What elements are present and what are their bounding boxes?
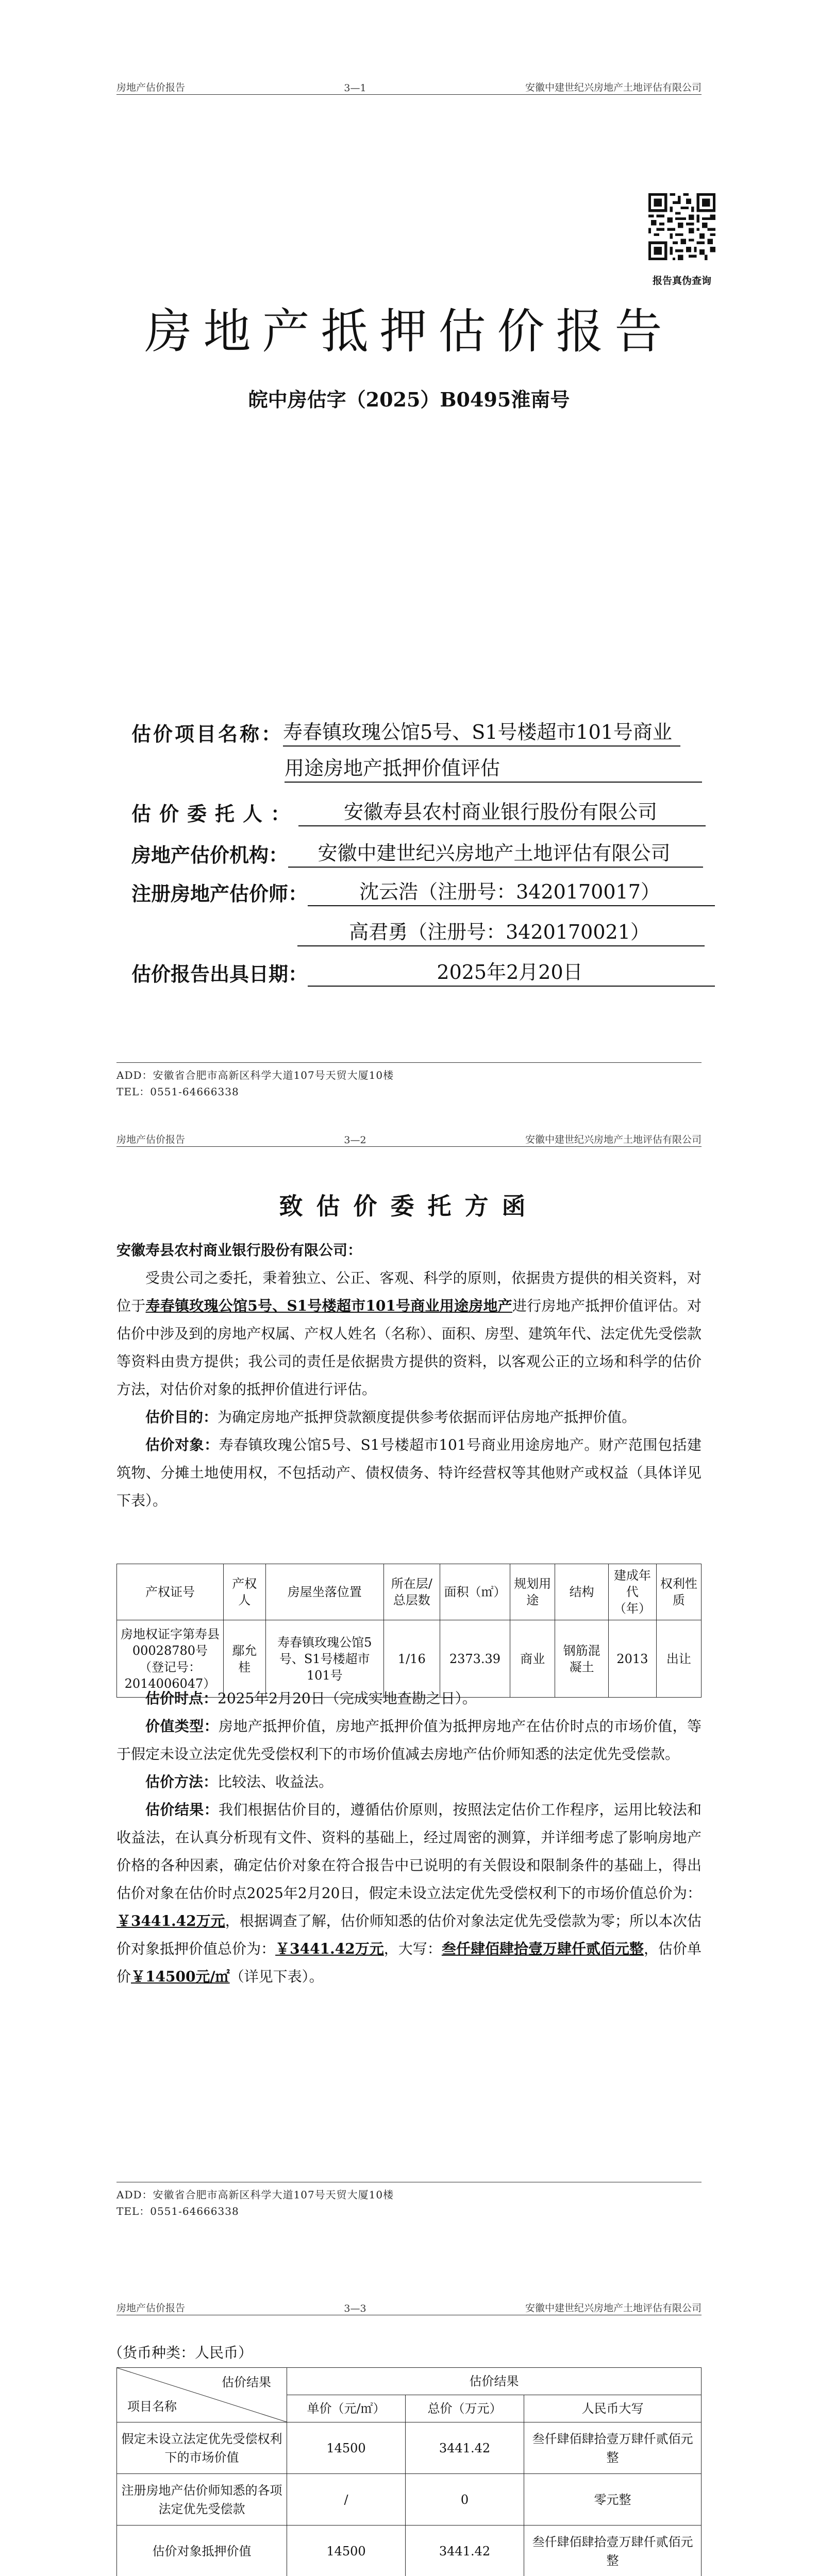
running-header (116, 2228, 702, 2331)
rights-table (116, 1564, 702, 1698)
cover-page (0, 0, 818, 1110)
summary-page (0, 2228, 818, 2576)
client-row (131, 796, 706, 826)
footer-tel: TEL：0551-64666338 (116, 2205, 239, 2217)
letter-page (0, 1110, 818, 2228)
intro-paragraph: 受贵公司之委托，秉着独立、公正、客观、科学的原则，依据贵方提供的相关资料，对位于寿春镇玫瑰公馆5号、S1号楼超市101号商业用途房地产进行房地产抵押价值评估。对估价中涉及到的房地产权属、产权人姓名（名称）、面积、房型、建筑年代、法定优先受偿款等资料由贵方提供；我公司的责任是依据贵方提供的资料，以客观公正的立场和科学的估价方法，对估价对象的抵押价值进行评估。 (116, 1269, 702, 1398)
header-page-number: 3—3 (344, 2303, 366, 2314)
footer (116, 1062, 702, 1100)
agency-label: 房地产估价机构： (131, 843, 289, 867)
footer (116, 2182, 702, 2219)
col-structure: 结构 (555, 1564, 609, 1620)
page-title: 房地产抵押估价报告 (144, 304, 674, 359)
col-floor: 所在层/总层数 (383, 1564, 440, 1620)
col-total-price: 总价（万元） (406, 2395, 524, 2422)
header-page-number: 3—2 (344, 1134, 366, 1146)
agency-row (131, 837, 703, 868)
qr-code-icon[interactable] (648, 193, 715, 260)
table-row: 注册房地产估价师知悉的各项法定优先受偿款 / 0 零元整 (117, 2474, 702, 2526)
agency-value: 安徽中建世纪兴房地产土地评估有限公司 (288, 837, 703, 868)
result-paragraph: 估价结果：我们根据估价目的，遵循估价原则，按照法定估价工作程序，运用比较法和收益法，在认真分析现有文件、资料的基础上，经过周密的测算，并详细考虑了影响房地产价格的各种因素，确定估价对象在符合报告中已说明的有关假设和限制条件的基础上，得出估价对象在估价时点2025年2月20日，假定未设立法定优先受偿权利下的市场价值总价为：￥3441.42万元，根据调查了解，估价师知悉的估价对象法定优先受偿款为零；所以本次估价对象抵押价值总价为：￥3441.42万元，大写：叁仟肆佰肆拾壹万肆仟贰佰元整，估价单价￥14500元/㎡（详见下表）。 (116, 1801, 702, 1985)
footer-tel: TEL：0551-64666338 (116, 1086, 239, 1098)
table-corner-cell (117, 2368, 287, 2422)
mortgage-value-words: 叁仟肆佰肆拾壹万肆仟贰佰元整 (441, 1940, 644, 1957)
header-left: 房地产估价报告 (116, 1134, 186, 1145)
table-row: 估价对象抵押价值 14500 3441.42 叁仟肆佰肆拾壹万肆仟贰佰元整 (117, 2526, 702, 2576)
col-usage: 规划用途 (510, 1564, 555, 1620)
running-header (116, 1110, 702, 1151)
purpose-paragraph: 估价目的：为确定房地产抵押贷款额度提供参考依据而评估房地产抵押价值。 (145, 1409, 637, 1426)
value-type-paragraph: 价值类型：房地产抵押价值，房地产抵押价值为抵押房地产在估价时点的市场价值，等于假定未设立法定优先受偿权利下的市场价值减去房地产估价师知悉的法定优先受偿款。 (116, 1718, 702, 1762)
col-location: 房屋坐落位置 (265, 1564, 383, 1620)
col-area: 面积（㎡） (440, 1564, 510, 1620)
method-paragraph: 估价方法：比较法、收益法。 (145, 1773, 333, 1790)
appraiser-label: 注册房地产估价师： (131, 882, 308, 905)
project-name-label: 估价项目名称： (131, 722, 283, 745)
header-left: 房地产估价报告 (116, 82, 186, 93)
table-row: 假定未设立法定优先受偿权利下的市场价值 14500 3441.42 叁仟肆佰肆拾壹万肆仟贰佰元整 (117, 2422, 702, 2474)
col-owner: 产权人 (223, 1564, 265, 1620)
table-row: 房地权证字第寿县00028780号（登记号：2014006047） 鄢允桂 寿春镇玫瑰公馆5号、S1号楼超市101号 1/16 2373.39 商业 钢筋混凝土 2013 出让 (117, 1620, 702, 1698)
corner-bottom-label: 项目名称 (127, 2399, 177, 2414)
appraiser-value-2: 高君勇（注册号：3420170021） (297, 916, 705, 946)
letter-body-top (116, 1236, 702, 1515)
client-value: 安徽寿县农村商业银行股份有限公司 (298, 796, 706, 826)
project-name-row (131, 716, 680, 747)
letter-body-bottom (116, 1685, 702, 1991)
header-left: 房地产估价报告 (116, 2302, 186, 2314)
col-cert-no: 产权证号 (117, 1564, 224, 1620)
header-right: 安徽中建世纪兴房地产土地评估有限公司 (525, 82, 702, 93)
appraiser-value-1: 沈云浩（注册号：3420170017） (308, 876, 715, 906)
object-paragraph: 估价对象：寿春镇玫瑰公馆5号、S1号楼超市101号商业用途房地产。财产范围包括建筑物、分摊土地使用权，不包括动产、债权债务、特许经营权等其他财产或权益（具体详见下表）。 (116, 1436, 702, 1509)
table-header-row (117, 1564, 702, 1620)
time-paragraph: 估价时点：2025年2月20日（完成实地查勘之日）。 (145, 1690, 477, 1707)
currency-note: （货币种类：人民币） (108, 2344, 253, 2361)
addressee: 安徽寿县农村商业银行股份有限公司： (116, 1242, 362, 1259)
report-number: 皖中房估字（2025）B0495淮南号 (248, 388, 570, 411)
issue-date-row (131, 956, 715, 987)
property-name: 寿春镇玫瑰公馆5号、S1号楼超市101号商业用途房地产 (145, 1297, 513, 1314)
issue-date-label: 估价报告出具日期： (131, 962, 308, 986)
appraiser-row (131, 876, 715, 906)
result-group-header: 估价结果 (287, 2368, 702, 2395)
corner-top-label: 估价结果 (222, 2375, 271, 2389)
col-year: 建成年代（年） (608, 1564, 656, 1620)
col-words: 人民币大写 (524, 2395, 702, 2422)
mortgage-value-total: ￥3441.42万元 (275, 1940, 384, 1957)
appraiser-row-2 (297, 916, 705, 946)
letter-title: 致估价委托方函 (279, 1192, 539, 1220)
project-name-value-2: 用途房地产抵押价值评估 (285, 752, 702, 783)
project-name-value: 寿春镇玫瑰公馆5号、S1号楼超市101号商业 (283, 716, 680, 747)
qr-caption: 报告真伪查询 (652, 275, 711, 286)
market-value-total: ￥3441.42万元 (116, 1912, 225, 1929)
project-name-row-2 (285, 752, 702, 783)
running-header (116, 0, 702, 103)
issue-date-value: 2025年2月20日 (308, 956, 715, 987)
footer-address: ADD：安徽省合肥市高新区科学大道107号天贸大厦10楼 (116, 1069, 394, 1081)
client-label: 估价委托人： (131, 802, 299, 825)
footer-address: ADD：安徽省合肥市高新区科学大道107号天贸大厦10楼 (116, 2189, 394, 2201)
result-table (116, 2367, 702, 2576)
unit-price: ￥14500元/㎡ (131, 1968, 230, 1985)
header-page-number: 3—1 (344, 82, 366, 94)
header-right: 安徽中建世纪兴房地产土地评估有限公司 (525, 2302, 702, 2314)
col-unit-price: 单价（元/㎡） (287, 2395, 406, 2422)
col-right-type: 权利性质 (656, 1564, 701, 1620)
header-right: 安徽中建世纪兴房地产土地评估有限公司 (525, 1134, 702, 1145)
